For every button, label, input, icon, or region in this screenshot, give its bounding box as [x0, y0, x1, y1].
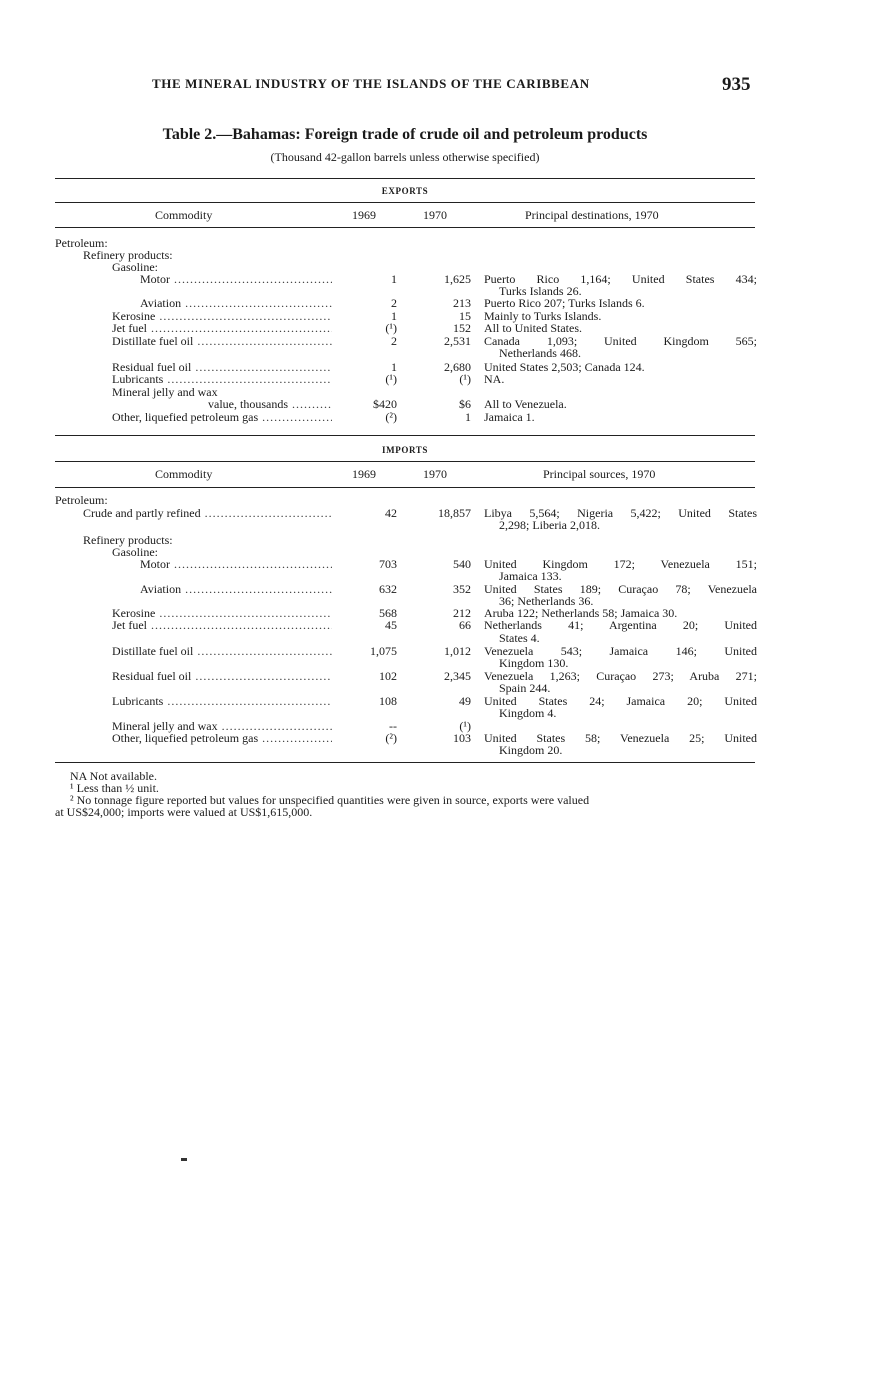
- destination-text: NA.: [484, 372, 505, 386]
- value-1970: 18,857: [438, 506, 471, 520]
- commodity-label: Other, liquefied petroleum gas .....: [112, 411, 332, 424]
- value-1969: (²): [385, 410, 397, 424]
- exports-table-row: [0, 322, 870, 335]
- value-1969: 45: [385, 618, 397, 632]
- footnote-2: ² No tonnage figure reported but values for unspecified quantities were given in source, exports were valued: [70, 793, 590, 807]
- commodity-label: Jet fuel .....: [112, 322, 332, 335]
- destination-text: Mainly to Turks Islands.: [484, 309, 602, 323]
- value-1969: (¹): [385, 372, 397, 386]
- value-1970: 152: [453, 321, 471, 335]
- commodity-label: Residual fuel oil .....: [112, 670, 332, 683]
- value-1970: 2,680: [444, 360, 471, 374]
- source-text: Jamaica 133.: [499, 569, 562, 583]
- running-head: THE MINERAL INDUSTRY OF THE ISLANDS OF THE CARIBBEAN: [152, 76, 590, 91]
- destination-text: Jamaica 1.: [484, 410, 535, 424]
- value-1970: 103: [453, 731, 471, 745]
- exports-col-destinations: Principal destinations, 1970: [525, 208, 659, 222]
- value-1969: 632: [379, 582, 397, 596]
- imports-header-bottom-rule: [55, 487, 755, 488]
- value-1970: 1,012: [444, 644, 471, 658]
- imports-table-row: [0, 570, 870, 583]
- commodity-label: value, thousands .....: [208, 398, 332, 411]
- exports-col-1970: 1970: [423, 208, 447, 222]
- exports-header-bottom-rule: [55, 227, 755, 228]
- value-1970: 1: [465, 410, 471, 424]
- imports-table-row: [0, 707, 870, 720]
- commodity-label: Kerosine .....: [112, 310, 332, 323]
- value-1969: 2: [391, 296, 397, 310]
- imports-table-row: [0, 632, 870, 645]
- exports-table-row: [0, 347, 870, 360]
- commodity-label: Aviation .....: [140, 297, 332, 310]
- source-text: United States 58; Venezuela 25; United: [484, 732, 757, 745]
- value-1969: 108: [379, 694, 397, 708]
- exports-section-label: EXPORTS: [381, 186, 429, 196]
- commodity-label: Aviation .....: [140, 583, 332, 596]
- imports-table-row: [0, 744, 870, 757]
- imports-col-1970: 1970: [423, 467, 447, 481]
- source-text: Libya 5,564; Nigeria 5,422; United States: [484, 507, 757, 520]
- imports-col-1969: 1969: [352, 467, 376, 481]
- source-text: 2,298; Liberia 2,018.: [499, 518, 600, 532]
- value-1969: 42: [385, 506, 397, 520]
- exports-header-rule: [55, 202, 755, 203]
- commodity-label: Petroleum:: [55, 494, 108, 507]
- table-subtitle: (Thousand 42-gallon barrels unless otherwise specified): [270, 150, 540, 164]
- table-title: Table 2.—Bahamas: Foreign trade of crude oil and petroleum products: [162, 126, 648, 143]
- exports-table-row: [0, 398, 870, 411]
- stray-mark: [181, 1158, 187, 1161]
- source-text: Venezuela 1,263; Curaçao 273; Aruba 271;: [484, 670, 757, 683]
- value-1969: (²): [385, 731, 397, 745]
- source-text: Kingdom 20.: [499, 743, 563, 757]
- commodity-label: Mineral jelly and wax .....: [112, 720, 332, 733]
- source-text: Netherlands 41; Argentina 20; United: [484, 619, 757, 632]
- exports-table-row: [0, 373, 870, 386]
- source-text: 36; Netherlands 36.: [499, 594, 594, 608]
- source-text: Aruba 122; Netherlands 58; Jamaica 30.: [484, 606, 678, 620]
- value-1970: $6: [459, 397, 471, 411]
- commodity-label: Refinery products:: [83, 534, 173, 547]
- footnote-1: ¹ Less than ½ unit.: [70, 781, 159, 795]
- exports-table-row: [0, 297, 870, 310]
- destination-text: Puerto Rico 207; Turks Islands 6.: [484, 296, 645, 310]
- commodity-label: Crude and partly refined .....: [83, 507, 332, 520]
- source-text: United States 189; Curaçao 78; Venezuela: [484, 583, 757, 596]
- commodity-label: Gasoline:: [112, 261, 158, 274]
- footnote-2-cont: at US$24,000; imports were valued at US$1,615,000.: [55, 805, 313, 819]
- exports-col-1969: 1969: [352, 208, 376, 222]
- value-1970: 352: [453, 582, 471, 596]
- commodity-label: Petroleum:: [55, 237, 108, 250]
- value-1969: 568: [379, 606, 397, 620]
- imports-table-row: [0, 619, 870, 632]
- imports-col-sources: Principal sources, 1970: [543, 467, 656, 481]
- source-text: Venezuela 543; Jamaica 146; United: [484, 645, 757, 658]
- imports-table-row: [0, 519, 870, 532]
- commodity-label: Kerosine .....: [112, 607, 332, 620]
- commodity-label: Other, liquefied petroleum gas .....: [112, 732, 332, 745]
- value-1969: 1: [391, 272, 397, 286]
- imports-col-commodity: Commodity: [155, 467, 213, 481]
- commodity-label: Distillate fuel oil .....: [112, 645, 332, 658]
- value-1969: 1: [391, 309, 397, 323]
- value-1970: 213: [453, 296, 471, 310]
- footnote-na: NA Not available.: [70, 769, 157, 783]
- value-1970: 15: [459, 309, 471, 323]
- commodity-label: Mineral jelly and wax: [112, 386, 218, 399]
- value-1970: 212: [453, 606, 471, 620]
- exports-table-row: [0, 411, 870, 424]
- value-1969: 2: [391, 334, 397, 348]
- destination-text: Netherlands 468.: [499, 346, 581, 360]
- exports-top-rule: [55, 178, 755, 179]
- destination-text: All to United States.: [484, 321, 582, 335]
- value-1969: (¹): [385, 321, 397, 335]
- source-text: United Kingdom 172; Venezuela 151;: [484, 558, 757, 571]
- source-text: Spain 244.: [499, 681, 551, 695]
- commodity-label: Motor .....: [140, 558, 332, 571]
- source-text: Kingdom 4.: [499, 706, 557, 720]
- value-1970: 2,531: [444, 334, 471, 348]
- source-text: Kingdom 130.: [499, 656, 569, 670]
- value-1969: 102: [379, 669, 397, 683]
- imports-table-row: [0, 682, 870, 695]
- table-bottom-rule: [55, 762, 755, 763]
- value-1969: 703: [379, 557, 397, 571]
- destination-text: Canada 1,093; United Kingdom 565;: [484, 335, 757, 348]
- value-1970: (¹): [459, 719, 471, 733]
- value-1970: (¹): [459, 372, 471, 386]
- value-1970: 49: [459, 694, 471, 708]
- destination-text: Turks Islands 26.: [499, 284, 582, 298]
- commodity-label: Refinery products:: [83, 249, 173, 262]
- value-1970: 1,625: [444, 272, 471, 286]
- commodity-label: Distillate fuel oil .....: [112, 335, 332, 348]
- imports-top-rule: [55, 435, 755, 436]
- source-text: United States 24; Jamaica 20; United: [484, 695, 757, 708]
- imports-header-rule: [55, 461, 755, 462]
- value-1970: 2,345: [444, 669, 471, 683]
- value-1970: 66: [459, 618, 471, 632]
- commodity-label: Lubricants .....: [112, 695, 332, 708]
- value-1969: 1: [391, 360, 397, 374]
- value-1969: 1,075: [370, 644, 397, 658]
- imports-table-row: [0, 657, 870, 670]
- imports-section-label: IMPORTS: [382, 445, 428, 455]
- destination-text: Puerto Rico 1,164; United States 434;: [484, 273, 757, 286]
- value-1970: 540: [453, 557, 471, 571]
- source-text: States 4.: [499, 631, 540, 645]
- commodity-label: Residual fuel oil .....: [112, 361, 332, 374]
- commodity-label: Gasoline:: [112, 546, 158, 559]
- exports-col-commodity: Commodity: [155, 208, 213, 222]
- commodity-label: Lubricants .....: [112, 373, 332, 386]
- value-1969: $420: [373, 397, 397, 411]
- value-1969: --: [389, 719, 397, 733]
- destination-text: United States 2,503; Canada 124.: [484, 360, 645, 374]
- commodity-label: Motor .....: [140, 273, 332, 286]
- imports-table-row: [0, 494, 870, 507]
- commodity-label: Jet fuel .....: [112, 619, 332, 632]
- page-number: 935: [722, 74, 751, 95]
- destination-text: All to Venezuela.: [484, 397, 567, 411]
